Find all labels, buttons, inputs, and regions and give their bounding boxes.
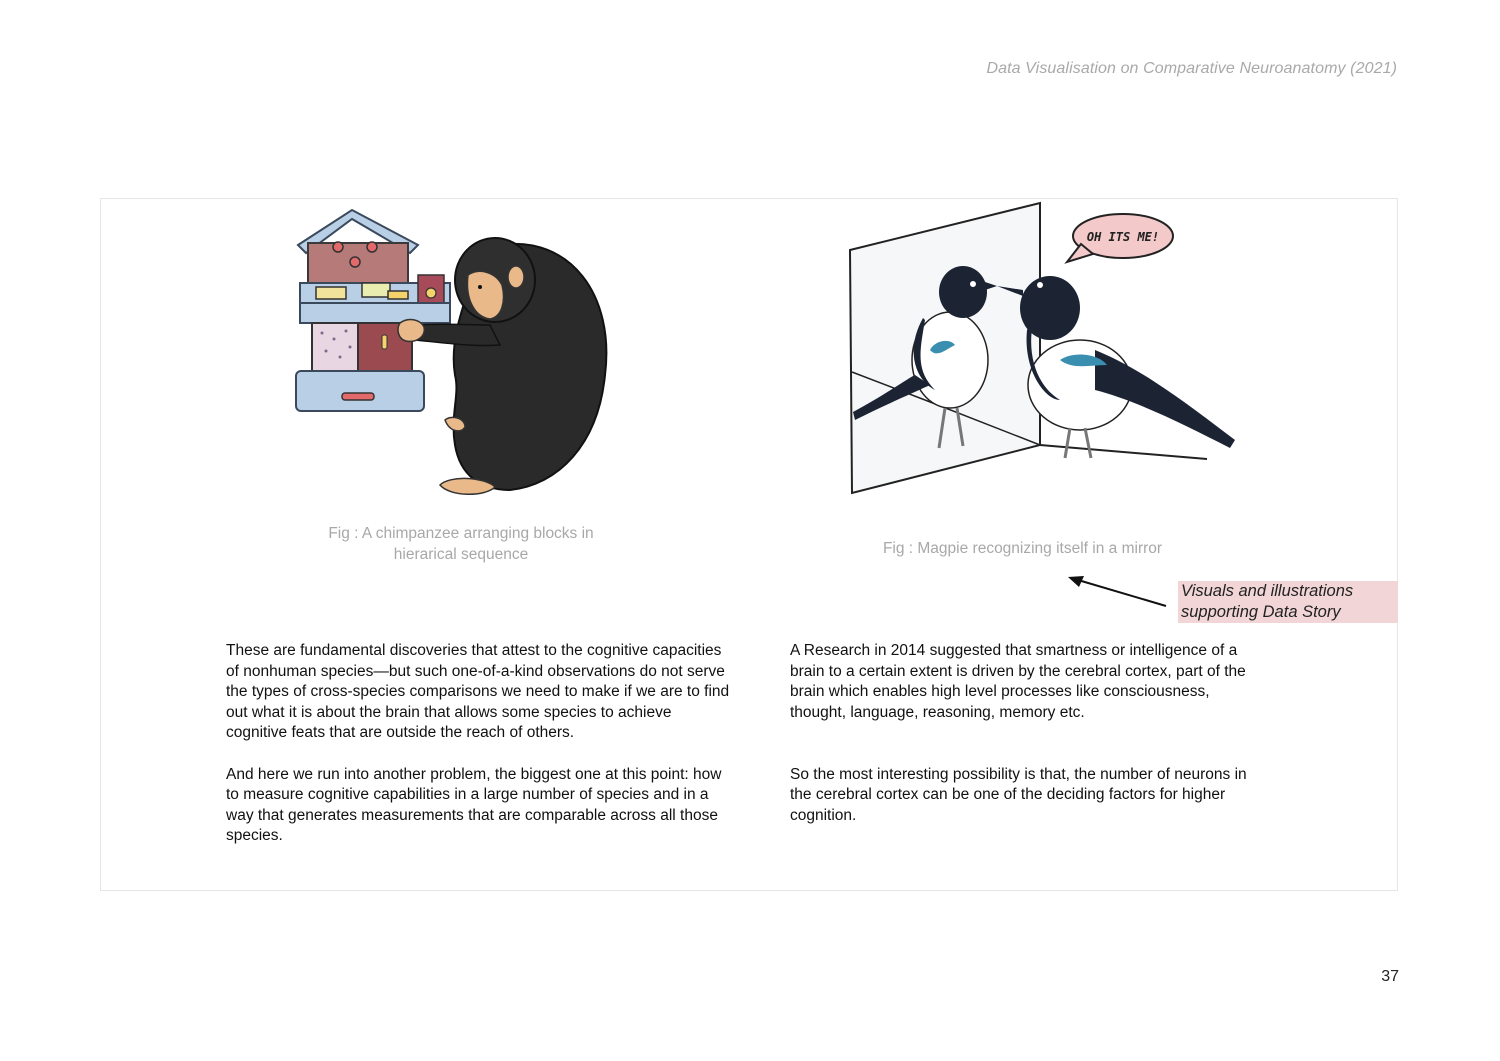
text-line: cognition.	[790, 806, 857, 824]
text-line: out what it is about the brain that allows some species to achieve	[226, 703, 672, 721]
chimpanzee-figure-caption	[300, 523, 622, 565]
text-line: A Research in 2014 suggested that smartness or intelligence of a	[790, 642, 1238, 659]
caption-line: hierarical sequence	[393, 546, 529, 563]
caption-line: Fig : A chimpanzee arranging blocks in	[328, 525, 594, 542]
body-paragraph	[226, 641, 731, 744]
text-line: of nonhuman species—but such one-of-a-kind observations do not serve	[226, 662, 725, 680]
annotation-line: supporting Data Story	[1181, 603, 1341, 621]
body-paragraph	[226, 765, 731, 847]
annotation-note	[1178, 581, 1398, 623]
text-line: species.	[226, 827, 283, 845]
text-line: cognitive feats that are outside the reach of others.	[226, 724, 575, 742]
page-number: 37	[1381, 968, 1399, 985]
chimpanzee-illustration	[290, 205, 620, 505]
text-line: the cerebral cortex can be one of the deciding factors for higher	[790, 786, 1226, 804]
text-line: So the most interesting possibility is that, the number of neurons in	[790, 765, 1247, 783]
right-text-column	[790, 641, 1260, 826]
annotation-arrow-icon	[1060, 570, 1175, 612]
running-title: Data Visualisation on Comparative Neuroanatomy (2021)	[986, 60, 1397, 77]
text-line: brain which enables high level processes like consciousness,	[790, 683, 1210, 701]
annotation-line: Visuals and illustrations	[1181, 582, 1354, 600]
magpie-mirror-illustration	[845, 200, 1240, 500]
text-line: the types of cross-species comparisons we need to make if we are to find	[226, 683, 730, 701]
speech-bubble-text: OH ITS ME!	[1086, 230, 1160, 244]
body-paragraph	[790, 765, 1260, 827]
text-line: brain to a certain extent is driven by the cerebral cortex, part of the	[790, 662, 1246, 680]
text-line: thought, language, reasoning, memory etc.	[790, 703, 1085, 721]
text-line: These are fundamental discoveries that attest to the cognitive capacities	[226, 642, 722, 659]
text-line: way that generates measurements that are comparable across all those	[226, 806, 718, 824]
magpie-figure-caption: Fig : Magpie recognizing itself in a mirror	[882, 540, 1163, 557]
text-line: And here we run into another problem, the biggest one at this point: how	[226, 765, 722, 783]
left-text-column	[226, 641, 731, 847]
text-line: to measure cognitive capabilities in a large number of species and in a	[226, 786, 709, 804]
body-paragraph	[790, 641, 1260, 723]
